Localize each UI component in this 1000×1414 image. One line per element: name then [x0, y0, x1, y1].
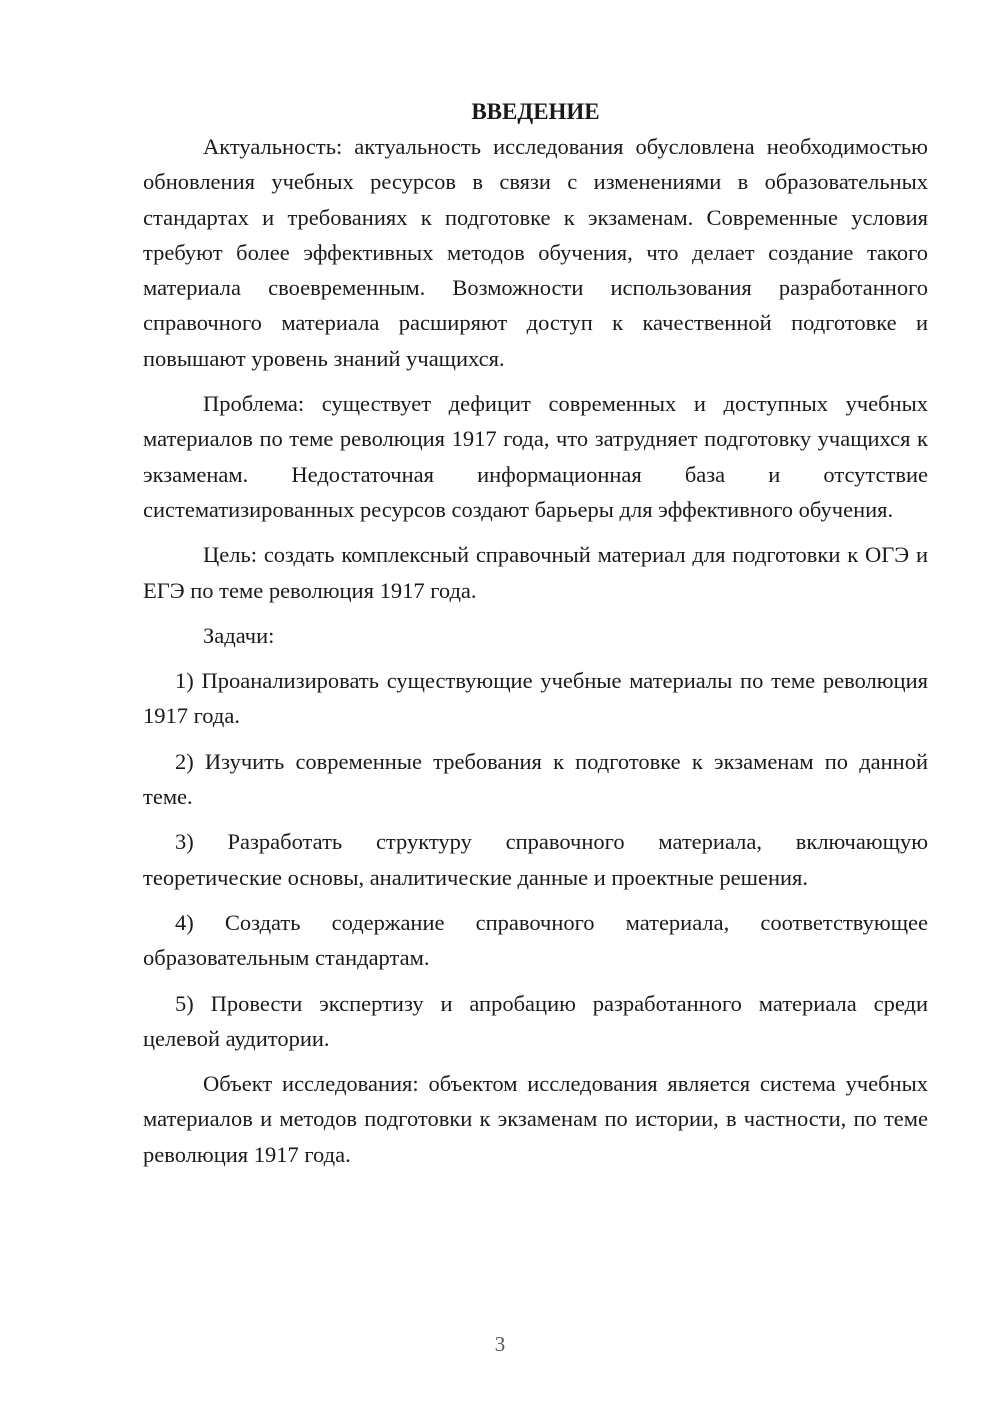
- goal-paragraph: Цель: создать комплексный справочный материал для подготовки к ОГЭ и ЕГЭ по теме революция 1917 года.: [143, 542, 928, 603]
- task-item-5: 5) Провести экспертизу и апробацию разработанного материала среди целевой аудитории.: [143, 990, 928, 1051]
- task-item-3: 3) Разработать структуру справочного материала, включающую теоретические основы, аналитические данные и проектные решения.: [143, 829, 928, 890]
- document-page: [143, 94, 928, 1172]
- relevance-paragraph: Актуальность: актуальность исследования обусловлена необходимостью обновления учебных ресурсов в связи с изменениями в образовательных стандартах и требованиях к подготовке к экзаменам. Современные условия требуют более эффективных методов обучения, что делает создание такого материала своевременным. Возможности использования разработанного справочного материала расширяют доступ к качественной подготовке и повышают уровень знаний учащихся.: [143, 134, 928, 371]
- task-item-4: 4) Создать содержание справочного материала, соответствующее образовательным стандартам.: [143, 909, 928, 971]
- task-item-1: 1) Проанализировать существующие учебные материалы по теме революция 1917 года.: [143, 668, 928, 729]
- page-number: 3: [494, 1332, 506, 1356]
- object-paragraph: Объект исследования: объектом исследования является система учебных материалов и методов подготовки к экзаменам по истории, в частности, по теме революция 1917 года.: [143, 1071, 928, 1167]
- section-title: ВВЕДЕНИЕ: [471, 99, 600, 124]
- problem-paragraph: Проблема: существует дефицит современных и доступных учебных материалов по теме революция 1917 года, что затрудняет подготовку учащихся к экзаменам. Недостаточная информационная база и отсутствие систематизированных ресурсов создают барьеры для эффективного обучения.: [143, 391, 928, 522]
- tasks-heading: Задачи:: [203, 622, 275, 648]
- task-item-2: 2) Изучить современные требования к подготовке к экзаменам по данной теме.: [143, 748, 928, 810]
